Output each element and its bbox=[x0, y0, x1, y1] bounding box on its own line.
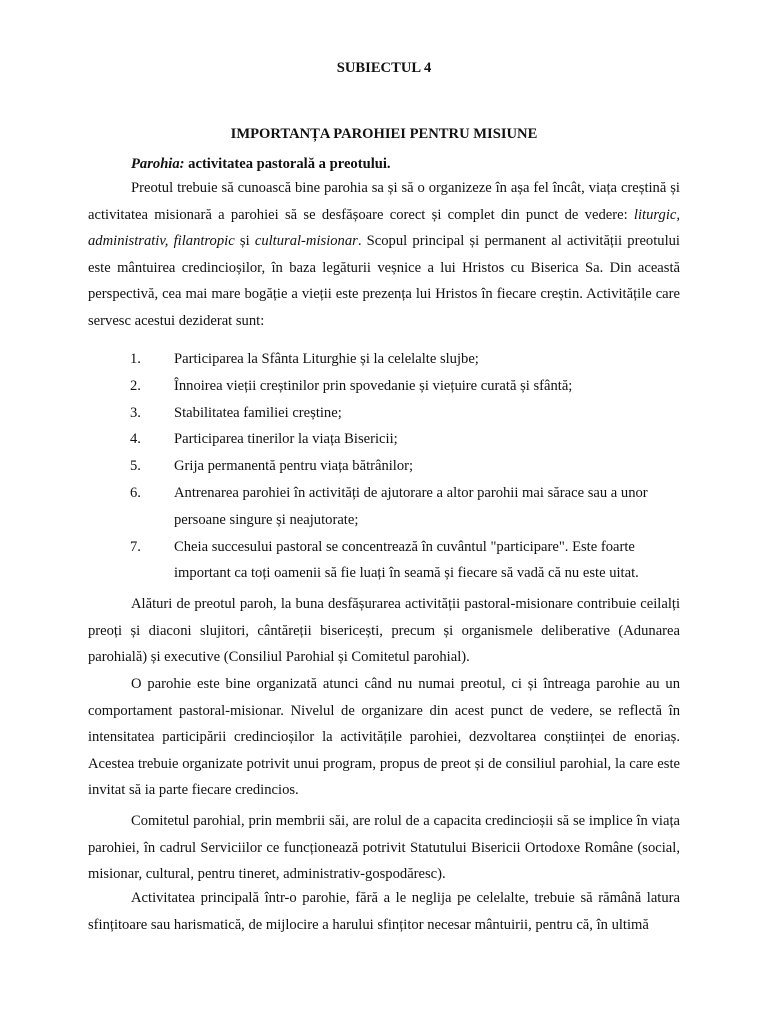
paragraph-2-text: Alături de preotul paroh, la buna desfășurarea activității pastoral-misionare contribuie ceilalți preoți și diaconi slujitori, cântăreții bisericești, precum și organismele deliberative (Adunarea parohială) și executive (Consiliul Parohial și Comitetul parohial). bbox=[88, 596, 680, 666]
list-item-text: Participarea tinerilor la viața Bisericii; bbox=[174, 431, 398, 448]
paragraph-1-text-b: și bbox=[234, 233, 255, 250]
list-item bbox=[88, 426, 680, 453]
subheading-text: activitatea pastorală a preotului. bbox=[184, 156, 391, 172]
paragraph-1-text-a: Preotul trebuie să cunoască bine parohia sa și să o organizeze în așa fel încât, viața creștină și activitatea misionară a parohiei să se desfășoare corect și complet din punct de vedere: bbox=[88, 180, 680, 223]
paragraph-1-italic-1: liturgic, administrativ, filantropic bbox=[88, 206, 680, 250]
list-item bbox=[88, 453, 680, 480]
paragraph-4 bbox=[88, 808, 680, 888]
list-item-text: Cheia succesului pastoral se concentrează în cuvântul "participare". Este foarte important ca toți oamenii să fie luați în seamă și fiecare să vadă că nu este uitat. bbox=[174, 538, 639, 582]
numbered-list bbox=[88, 346, 680, 587]
list-item-number: 4. bbox=[130, 431, 141, 448]
list-item bbox=[88, 373, 680, 400]
document-title: SUBIECTUL 4 bbox=[336, 60, 432, 76]
list-item-text: Înnoirea vieții creștinilor prin spovedanie și viețuire curată și sfântă; bbox=[174, 377, 573, 394]
paragraph-1-italic-2: cultural-misionar bbox=[254, 233, 358, 250]
list-item bbox=[88, 534, 680, 588]
paragraph-5 bbox=[88, 885, 680, 938]
subheading-label: Parohia: bbox=[131, 156, 185, 172]
paragraph-3 bbox=[88, 671, 680, 804]
paragraph-3-text: O parohie este bine organizată atunci când nu numai preotul, ci și întreaga parohie au un comportament pastoral-misionar. Nivelul de organizare din acest punct de vedere, se reflectă în intensitatea participării credincioșilor la activitățile parohiei, dezvoltarea conștiinței de enoriaș. Acestea trebuie organizate potrivit unui program, propus de preot și de consiliul parohial, la care este invitat să ia parte fiecare credincios. bbox=[88, 676, 680, 799]
list-item-text: Stabilitatea familiei creștine; bbox=[174, 404, 342, 421]
list-item-text: Antrenarea parohiei în activități de ajutorare a altor parohii mai sărace sau a unor persoane singure și neajutorate; bbox=[174, 484, 648, 528]
paragraph-2 bbox=[88, 591, 680, 671]
paragraph-1-text-c: . Scopul principal și permanent al activității preotului este mântuirea credincioșilor, în baza legăturii veșnice a lui Hristos cu Biserica Sa. Din această perspectivă, cea mai mare bogăție a vieții este prezența lui Hristos în fiecare creștin. Activitățile care servesc acestui deziderat sunt: bbox=[88, 233, 680, 329]
list-item-number: 3. bbox=[130, 404, 141, 421]
paragraph-1 bbox=[88, 175, 680, 335]
list-item-text: Grija permanentă pentru viața bătrânilor; bbox=[174, 458, 414, 475]
list-item bbox=[88, 480, 680, 534]
subheading bbox=[131, 156, 391, 173]
list-item-number: 6. bbox=[130, 484, 141, 501]
list-item-number: 1. bbox=[130, 351, 141, 367]
list-item-number: 2. bbox=[130, 377, 141, 394]
list-item bbox=[88, 400, 680, 427]
section-heading: IMPORTANȚA PAROHIEI PENTRU MISIUNE bbox=[230, 126, 538, 142]
list-item-number: 5. bbox=[130, 458, 141, 475]
paragraph-5-text: Activitatea principală într-o parohie, fără a le neglija pe celelalte, trebuie să rămână latura sfințitoare sau harismatică, de mijlocire a harului sfințitor necesar mântuirii, pentru că, în ultimă bbox=[88, 890, 680, 933]
list-item bbox=[88, 346, 680, 373]
list-item-number: 7. bbox=[130, 538, 141, 555]
list-item-text: Participarea la Sfânta Liturghie și la celelalte slujbe; bbox=[174, 351, 479, 367]
paragraph-4-text: Comitetul parohial, prin membrii săi, are rolul de a capacita credincioșii să se implice în viața parohiei, în cadrul Serviciilor ce funcționează potrivit Statutului Bisericii Ortodoxe Române (social, misionar, cultural, pentru tineret, administrativ-gospodăresc). bbox=[88, 813, 680, 883]
